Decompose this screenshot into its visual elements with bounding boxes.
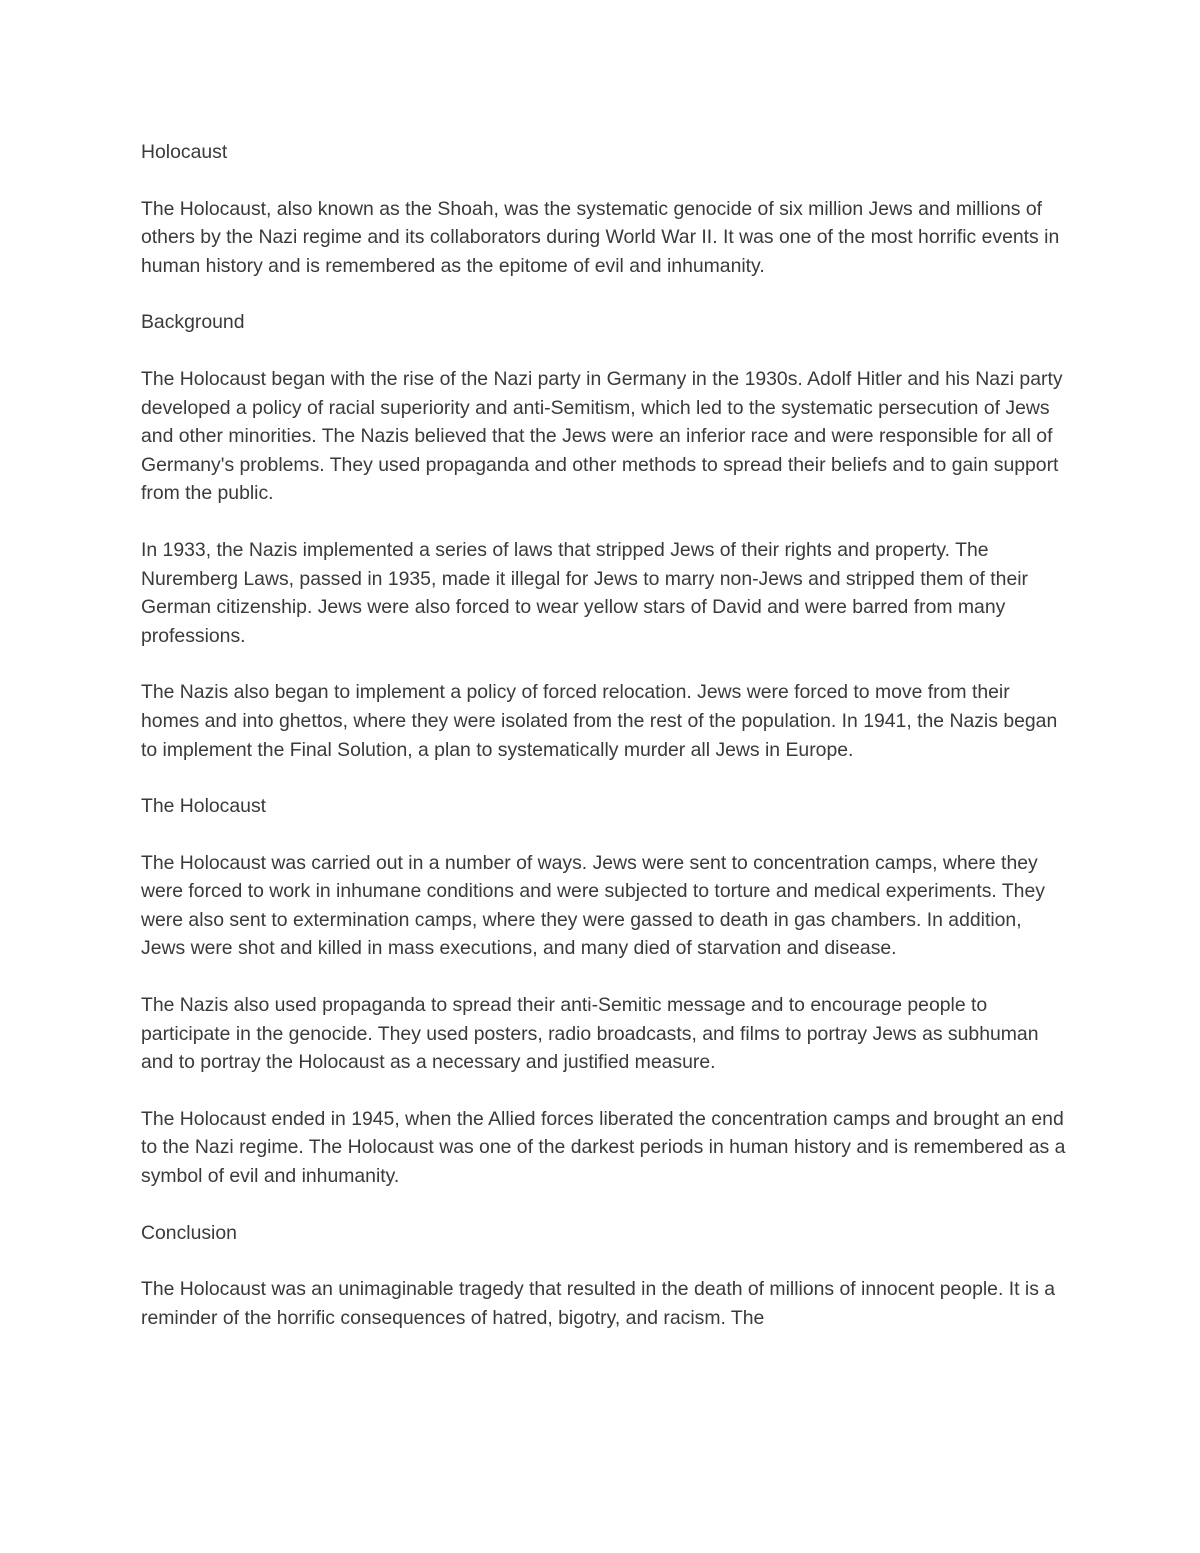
paragraph: The Nazis also used propaganda to spread their anti-Semitic message and to encourage people to participate in the genocide. They used posters, radio broadcasts, and films to portray Jews as subhuman and to portray the Holocaust as a necessary and justified measure.: [141, 994, 1039, 1074]
section-heading-conclusion: Conclusion: [141, 1221, 237, 1244]
document-body: [141, 138, 1066, 1332]
section-heading-the-holocaust: The Holocaust: [141, 795, 267, 818]
section-heading-background: Background: [141, 311, 245, 334]
intro-paragraph: The Holocaust, also known as the Shoah, was the systematic genocide of six million Jews and millions of others by the Nazi regime and its collaborators during World War II. It was one of the most horrific events in human history and is remembered as the epitome of evil and inhumanity.: [141, 197, 1060, 277]
paragraph: In 1933, the Nazis implemented a series of laws that stripped Jews of their rights and property. The Nuremberg Laws, passed in 1935, made it illegal for Jews to marry non-Jews and stripped them of their German citizenship. Jews were also forced to wear yellow stars of David and were barred from many professions.: [141, 538, 1029, 647]
paragraph: The Holocaust was carried out in a number of ways. Jews were sent to concentration camps, where they were forced to work in inhumane conditions and were subjected to torture and medical experiments. They were also sent to extermination camps, where they were gassed to death in gas chambers. In addition, Jews were shot and killed in mass executions, and many died of starvation and disease.: [141, 851, 1045, 960]
paragraph: The Holocaust was an unimaginable tragedy that resulted in the death of millions of innocent people. It is a reminder of the horrific consequences of hatred, bigotry, and racism. The: [141, 1278, 1056, 1329]
document-title: Holocaust: [141, 141, 228, 163]
paragraph: The Holocaust began with the rise of the Nazi party in Germany in the 1930s. Adolf Hitler and his Nazi party developed a policy of racial superiority and anti-Semitism, which led to the systematic persecution of Jews and other minorities. The Nazis believed that the Jews were an inferior race and were responsible for all of Germany's problems. They used propaganda and other methods to spread their beliefs and to gain support from the public.: [141, 367, 1063, 505]
paragraph: The Holocaust ended in 1945, when the Allied forces liberated the concentration camps and brought an end to the Nazi regime. The Holocaust was one of the darkest periods in human history and is remembered as a symbol of evil and inhumanity.: [141, 1107, 1066, 1188]
paragraph: The Nazis also began to implement a policy of forced relocation. Jews were forced to move from their homes and into ghettos, where they were isolated from the rest of the population. In 1941, the Nazis began to implement the Final Solution, a plan to systematically murder all Jews in Europe.: [141, 681, 1058, 761]
